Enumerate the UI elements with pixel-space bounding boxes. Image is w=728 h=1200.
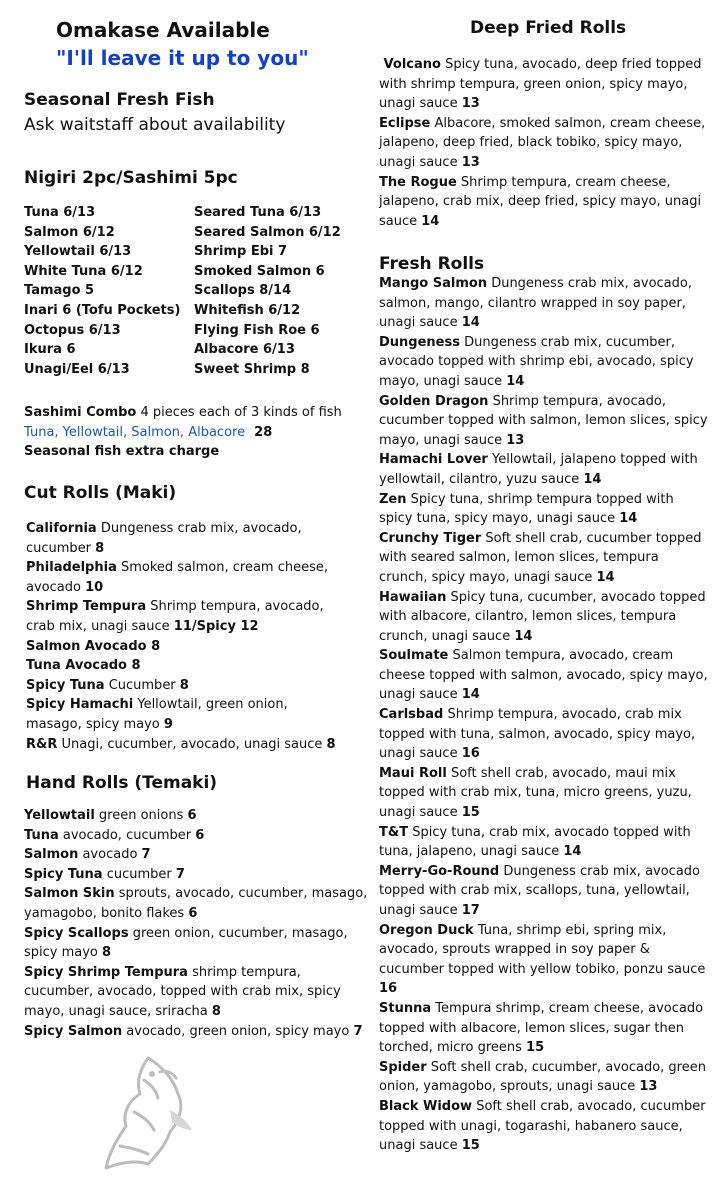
sashimi-combo-line <box>24 403 342 423</box>
sashimi-combo-fish-line <box>24 423 342 443</box>
menu-item <box>379 1097 709 1156</box>
menu-item-price: 8 <box>95 540 105 556</box>
menu-item <box>379 333 709 392</box>
menu-item-desc: Dungeness crab mix, avocado, cucumber <box>26 521 302 556</box>
menu-item <box>26 558 346 597</box>
menu-item <box>26 676 346 696</box>
menu-item <box>379 392 709 451</box>
menu-item-name: Yellowtail <box>24 808 95 823</box>
menu-item-desc: Dungeness crab mix, avocado, salmon, mango, cilantro wrapped in soy paper, unagi sauce <box>379 276 692 331</box>
menu-item <box>24 806 369 826</box>
nigiri-item: White Tuna 6/12 <box>24 263 143 279</box>
menu-item-name: Carlsbad <box>379 707 444 723</box>
menu-item-desc: green onions <box>94 808 188 823</box>
fresh-rolls-list <box>379 274 709 1156</box>
menu-item-price: 14 <box>461 687 480 703</box>
hand-rolls-list <box>24 806 369 1041</box>
menu-item <box>379 529 709 588</box>
nigiri-item: Octopus 6/13 <box>24 322 121 338</box>
nigiri-item: Tamago 5 <box>24 283 95 299</box>
seasonal-fish-title: Seasonal Fresh Fish <box>24 90 215 110</box>
menu-item <box>26 597 346 636</box>
sashimi-combo-desc: 4 pieces each of 3 kinds of fish <box>136 405 342 420</box>
menu-item-desc: Spicy tuna, crab mix, avocado topped with tuna, jalapeno, unagi sauce <box>379 824 691 860</box>
menu-item-name: Soulmate <box>379 648 449 664</box>
menu-item-desc: green onion, cucumber, masago, spicy mayo <box>24 925 348 961</box>
nigiri-item: Shrimp Ebi 7 <box>194 244 288 260</box>
nigiri-right-list <box>194 203 341 379</box>
menu-item-desc: Shrimp tempura, cream cheese, jalapeno, crab mix, deep fried, spicy mayo, unagi sauce <box>379 174 702 229</box>
menu-item-price: 6 <box>188 905 198 921</box>
menu-item-price: 8 <box>179 677 189 693</box>
menu-item-desc: Dungeness crab mix, avocado topped with crab mix, scallops, tuna, yellowtail, unagi sauce <box>379 863 700 918</box>
menu-item-price: 13 <box>461 96 480 112</box>
menu-item-name: Volcano <box>379 57 441 72</box>
menu-item-desc: Shrimp tempura, avocado, cucumber topped with salmon, lemon slices, spicy mayo, unagi sauce <box>379 393 708 448</box>
menu-item <box>379 1058 709 1097</box>
menu-item-name: Tuna Avocado 8 <box>26 658 141 674</box>
menu-item <box>379 450 709 489</box>
menu-item-desc: Soft shell crab, avocado, cucumber topped with unagi, togarashi, habanero sauce, unagi sauce <box>379 1098 706 1154</box>
omakase-title: Omakase Available <box>56 18 270 42</box>
menu-item-price: 14 <box>619 511 638 527</box>
menu-item-price: 15 <box>526 1040 545 1056</box>
menu-item-name: Zen <box>379 491 407 507</box>
menu-item-name: Shrimp Tempura <box>26 599 147 615</box>
menu-item-name: Philadelphia <box>26 560 117 576</box>
menu-item-desc: avocado, green onion, spicy mayo <box>122 1023 354 1039</box>
seasonal-fish-note: Ask waitstaff about availability <box>24 115 286 135</box>
menu-item <box>24 1022 369 1042</box>
menu-item-price: 8 <box>326 736 336 752</box>
nigiri-item: Inari 6 (Tofu Pockets) <box>24 302 181 318</box>
menu-item-name: Dungeness <box>379 334 460 350</box>
menu-item-price: 6 <box>195 827 205 843</box>
menu-item-price: 17 <box>461 903 480 918</box>
menu-item-price: 11/Spicy 12 <box>173 618 259 634</box>
menu-item <box>379 55 709 114</box>
menu-item-desc: cucumber <box>102 866 176 882</box>
menu-item <box>24 963 369 1022</box>
menu-item-price: 14 <box>421 213 440 229</box>
nigiri-item: Flying Fish Roe 6 <box>194 322 320 338</box>
menu-item-price: 9 <box>163 716 173 732</box>
nigiri-item: Scallops 8/14 <box>194 283 292 299</box>
menu-item-desc: Soft shell crab, avocado, maui mix topped with crab mix, tuna, micro greens, yuzu, unagi sauce <box>379 765 692 821</box>
menu-item-price: 15 <box>461 1138 480 1154</box>
menu-item <box>26 637 346 657</box>
sashimi-combo-fish: Tuna, Yellowtail, Salmon, Albacore <box>24 424 246 440</box>
menu-item <box>24 826 369 846</box>
menu-item-name: Crunchy Tiger <box>379 530 482 546</box>
menu-item-desc: Salmon tempura, avocado, cream cheese topped with salmon, avocado, spicy mayo, unagi sauce <box>379 648 708 703</box>
menu-item-price: 8 <box>102 945 112 961</box>
menu-item-price: 14 <box>514 628 533 644</box>
menu-item-name: Spicy Salmon <box>24 1023 123 1039</box>
omakase-subtitle: "I'll leave it up to you" <box>56 46 309 70</box>
menu-item-name: Salmon <box>24 847 79 863</box>
nigiri-item: Seared Salmon 6/12 <box>194 224 341 240</box>
menu-item <box>24 845 369 865</box>
menu-item-price: 14 <box>461 315 480 331</box>
menu-item <box>379 764 709 823</box>
menu-item-price: 6 <box>187 808 197 823</box>
menu-item-price: 7 <box>353 1023 363 1039</box>
menu-item <box>24 924 369 963</box>
menu-item-desc: Shrimp tempura, avocado, crab mix, unagi sauce <box>26 599 324 634</box>
menu-item-name: Mango Salmon <box>379 276 488 291</box>
menu-item-name: Spicy Hamachi <box>26 697 134 713</box>
menu-item-desc: Tuna, shrimp ebi, spring mix, avocado, sprouts wrapped in soy paper & cucumber topped with yellow tobiko, ponzu sauce <box>379 922 706 977</box>
menu-item <box>379 173 709 232</box>
menu-item-name: Hamachi Lover <box>379 452 488 468</box>
menu-item <box>26 695 346 734</box>
nigiri-item: Albacore 6/13 <box>194 342 295 358</box>
menu-item-desc: Spicy tuna, cucumber, avocado topped with albacore, cilantro, lemon slices, tempura crunch, unagi sauce <box>379 589 706 644</box>
menu-item <box>379 862 709 921</box>
fish-logo-icon <box>100 1050 210 1180</box>
menu-item-price: 16 <box>379 981 398 997</box>
nigiri-item: Whitefish 6/12 <box>194 302 301 318</box>
menu-item-name: Oregon Duck <box>379 922 474 938</box>
menu-item-name: California <box>26 521 97 536</box>
menu-item-desc: avocado, cucumber <box>58 827 196 843</box>
menu-item <box>379 823 709 862</box>
menu-item-name: Spicy Tuna <box>24 866 103 882</box>
menu-item-desc: Shrimp tempura, avocado, crab mix topped with tuna, salmon, avocado, spicy mayo, unagi sauce <box>379 707 696 762</box>
nigiri-item: Yellowtail 6/13 <box>24 244 132 260</box>
menu-item-price: 15 <box>461 805 480 821</box>
menu-item-price: 14 <box>596 569 615 585</box>
menu-item <box>379 999 709 1058</box>
hand-rolls-title: Hand Rolls (Temaki) <box>26 773 218 793</box>
menu-item-desc: Spicy tuna, shrimp tempura topped with spicy tuna, spicy mayo, unagi sauce <box>379 491 674 527</box>
menu-item-desc: sprouts, avocado, cucumber, masago, yamagobo, bonito flakes <box>24 886 368 921</box>
menu-item <box>379 274 709 333</box>
nigiri-item: Smoked Salmon 6 <box>194 263 325 279</box>
menu-item <box>379 646 709 705</box>
nigiri-item: Seared Tuna 6/13 <box>194 205 322 220</box>
menu-item-price: 13 <box>639 1079 658 1095</box>
menu-item-desc: Tempura shrimp, cream cheese, avocado topped with albacore, lemon slices, sugar then torched, micro greens <box>379 1000 704 1056</box>
menu-item-price: 13 <box>506 432 525 448</box>
menu-item-price: 14 <box>563 844 582 860</box>
menu-item <box>379 588 709 647</box>
menu-item <box>26 735 346 755</box>
menu-item-desc: Yellowtail, jalapeno topped with yellowtail, cilantro, yuzu sauce <box>379 452 698 487</box>
menu-item-name: Salmon Avocado 8 <box>26 638 161 654</box>
menu-item-name: Tuna <box>24 827 59 843</box>
sashimi-combo-price: 28 <box>245 424 273 440</box>
menu-item <box>26 519 346 558</box>
menu-item-price: 14 <box>506 373 525 389</box>
menu-item-name: Spicy Scallops <box>24 925 129 941</box>
deep-fried-rolls-list <box>379 55 709 231</box>
menu-item-desc: shrimp tempura, cucumber, avocado, topped with crab mix, spicy mayo, unagi sauce, sriracha <box>24 964 341 1019</box>
menu-item-desc: Spicy tuna, avocado, deep fried topped with shrimp tempura, green onion, spicy mayo, unagi sauce <box>379 57 702 112</box>
menu-item-name: The Rogue <box>379 174 457 190</box>
menu-item <box>379 490 709 529</box>
menu-item-name: Salmon Skin <box>24 886 115 902</box>
menu-item-name: R&R <box>26 736 58 752</box>
menu-item-price: 13 <box>461 154 480 170</box>
cut-rolls-title: Cut Rolls (Maki) <box>24 483 177 503</box>
menu-item <box>379 705 709 764</box>
menu-item-price: 8 <box>211 1003 221 1019</box>
menu-item-desc: Cucumber <box>104 677 180 693</box>
menu-item-desc: Smoked salmon, cream cheese, avocado <box>26 560 329 595</box>
sashimi-combo-name: Sashimi Combo <box>24 405 137 420</box>
menu-item-desc: Soft shell crab, cucumber topped with seared salmon, lemon slices, tempura crunch, spicy mayo, unagi sauce <box>379 530 702 585</box>
menu-item-name: Spicy Tuna <box>26 677 105 693</box>
menu-item-name: Merry-Go-Round <box>379 863 500 879</box>
menu-item-name: Maui Roll <box>379 765 447 781</box>
menu-item-name: Eclipse <box>379 115 431 131</box>
menu-item-price: 10 <box>85 579 104 595</box>
menu-item-name: Golden Dragon <box>379 393 489 409</box>
sashimi-combo <box>24 403 342 462</box>
menu-item-name: Spider <box>379 1059 427 1075</box>
nigiri-item: Salmon 6/12 <box>24 224 115 240</box>
nigiri-left-list <box>24 203 180 379</box>
menu-item <box>26 656 346 676</box>
nigiri-section-title: Nigiri 2pc/Sashimi 5pc <box>24 168 238 188</box>
menu-item-name: Black Widow <box>379 1098 473 1114</box>
nigiri-item: Tuna 6/13 <box>24 205 96 220</box>
fresh-rolls-title: Fresh Rolls <box>379 254 485 274</box>
menu-item <box>24 865 369 885</box>
menu-item-price: 16 <box>461 746 480 762</box>
menu-item-desc: Soft shell crab, cucumber, avocado, green onion, yamagobo, sprouts, unagi sauce <box>379 1059 706 1095</box>
menu-item-price: 7 <box>141 847 151 863</box>
menu-item <box>24 884 369 923</box>
nigiri-item: Unagi/Eel 6/13 <box>24 361 130 377</box>
deep-fried-rolls-title: Deep Fried Rolls <box>470 18 627 38</box>
seasonal-extra-charge: Seasonal fish extra charge <box>24 444 220 460</box>
menu-item-name: Hawaiian <box>379 589 447 605</box>
menu-item-price: 14 <box>583 471 602 487</box>
menu-item-desc: Yellowtail, green onion, masago, spicy mayo <box>26 697 288 732</box>
menu-item-desc: Dungeness crab mix, cucumber, avocado topped with shrimp ebi, avocado, spicy mayo, unagi sauce <box>379 334 694 389</box>
menu-item <box>379 921 709 999</box>
menu-item-name: Spicy Shrimp Tempura <box>24 964 188 980</box>
menu-item-desc: Albacore, smoked salmon, cream cheese, jalapeno, deep fried, black tobiko, spicy mayo, unagi sauce <box>379 115 706 170</box>
menu-item <box>379 114 709 173</box>
menu-item-price: 7 <box>175 866 185 882</box>
menu-item-desc: avocado <box>78 847 142 863</box>
nigiri-item: Ikura 6 <box>24 342 76 358</box>
nigiri-item: Sweet Shrimp 8 <box>194 361 310 377</box>
menu-item-name: T&T <box>379 824 409 840</box>
cut-rolls-list <box>26 519 346 754</box>
menu-item-desc: Unagi, cucumber, avocado, unagi sauce <box>57 736 327 752</box>
menu-item-name: Stunna <box>379 1000 432 1016</box>
